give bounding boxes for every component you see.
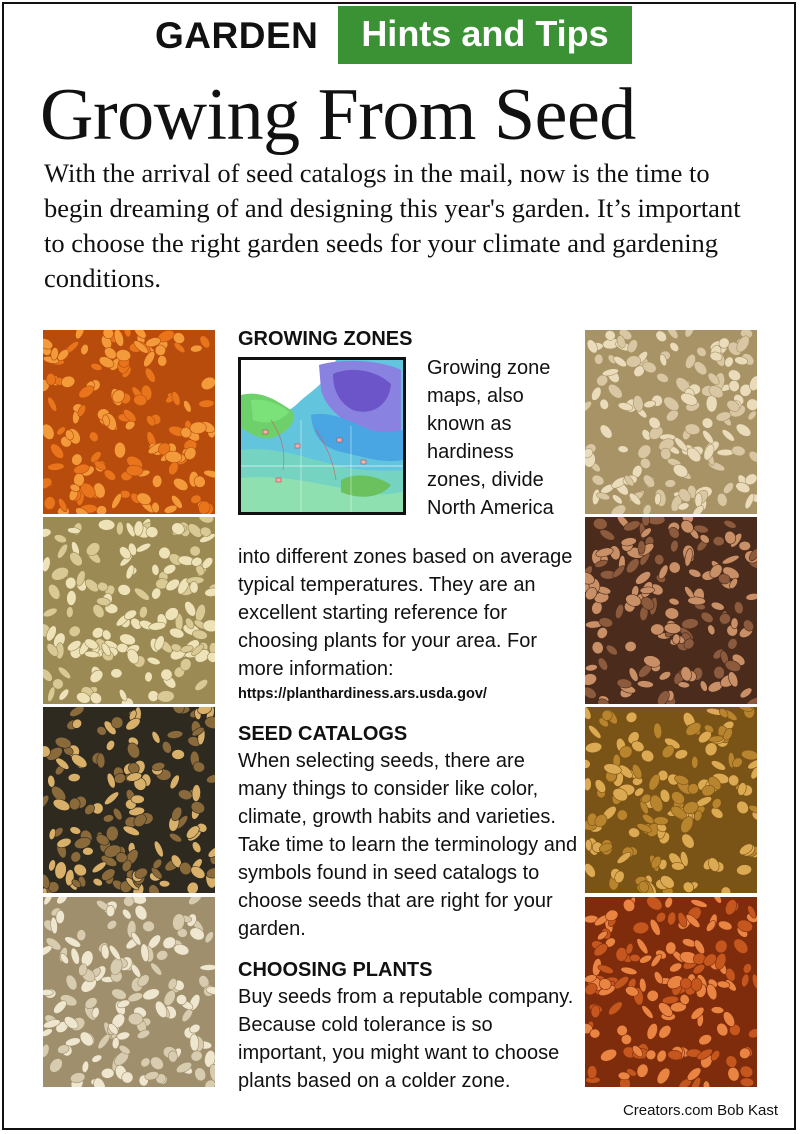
header-badge-text: Hints and Tips	[361, 13, 609, 54]
photo-right-3	[585, 707, 757, 893]
article-column	[238, 326, 578, 1095]
oat-seeds-photo	[585, 330, 757, 514]
photo-left-3	[43, 707, 215, 893]
page-title: Growing From Seed	[40, 74, 636, 156]
zones-heading: GROWING ZONES	[238, 328, 413, 350]
photo-right-1	[585, 330, 757, 514]
photo-left-1	[43, 330, 215, 514]
flax-seeds-photo	[585, 897, 757, 1087]
millet-mix-photo	[43, 707, 215, 893]
plants-heading: CHOOSING PLANTS	[238, 959, 433, 981]
corn-seeds-photo	[43, 330, 215, 514]
rye-grains-photo	[585, 517, 757, 704]
header-label: GARDEN	[155, 15, 319, 56]
catalogs-heading: SEED CATALOGS	[238, 723, 408, 745]
photo-left-2	[43, 517, 215, 704]
sunflower-kernels-photo	[43, 517, 215, 704]
catalogs-body: When selecting seeds, there are many things to consider like color, climate, growth habits and varieties. Take time to learn the terminology and symbols found in seed catalogs to choose seeds that are right for your garden.	[238, 750, 578, 940]
photo-right-2	[585, 517, 757, 704]
photo-right-4	[585, 897, 757, 1087]
plants-body: Buy seeds from a reputable company. Because cold tolerance is so important, you might want to choose plants based on a colder zone.	[238, 986, 574, 1092]
zones-link[interactable]: https://planthardiness.ars.usda.gov/	[238, 686, 487, 702]
header-badge	[338, 6, 632, 64]
intro-paragraph: With the arrival of seed catalogs in the mail, now is the time to begin dreaming of and designing this year's garden. It’s important to choose the right garden seeds for your climate and gardening conditions.	[44, 158, 741, 293]
photo-credit: Creators.com Bob Kast	[622, 1102, 778, 1119]
zones-body: into different zones based on average typical temperatures. They are an excellent starting reference for choosing plants for your area. For more information:	[238, 546, 573, 680]
zones-side-text: Growing zone maps, also known as hardiness zones, divide North America	[427, 357, 554, 519]
fenugreek-photo	[585, 707, 757, 893]
pistachios-photo	[43, 897, 215, 1087]
photo-left-4	[43, 897, 215, 1087]
